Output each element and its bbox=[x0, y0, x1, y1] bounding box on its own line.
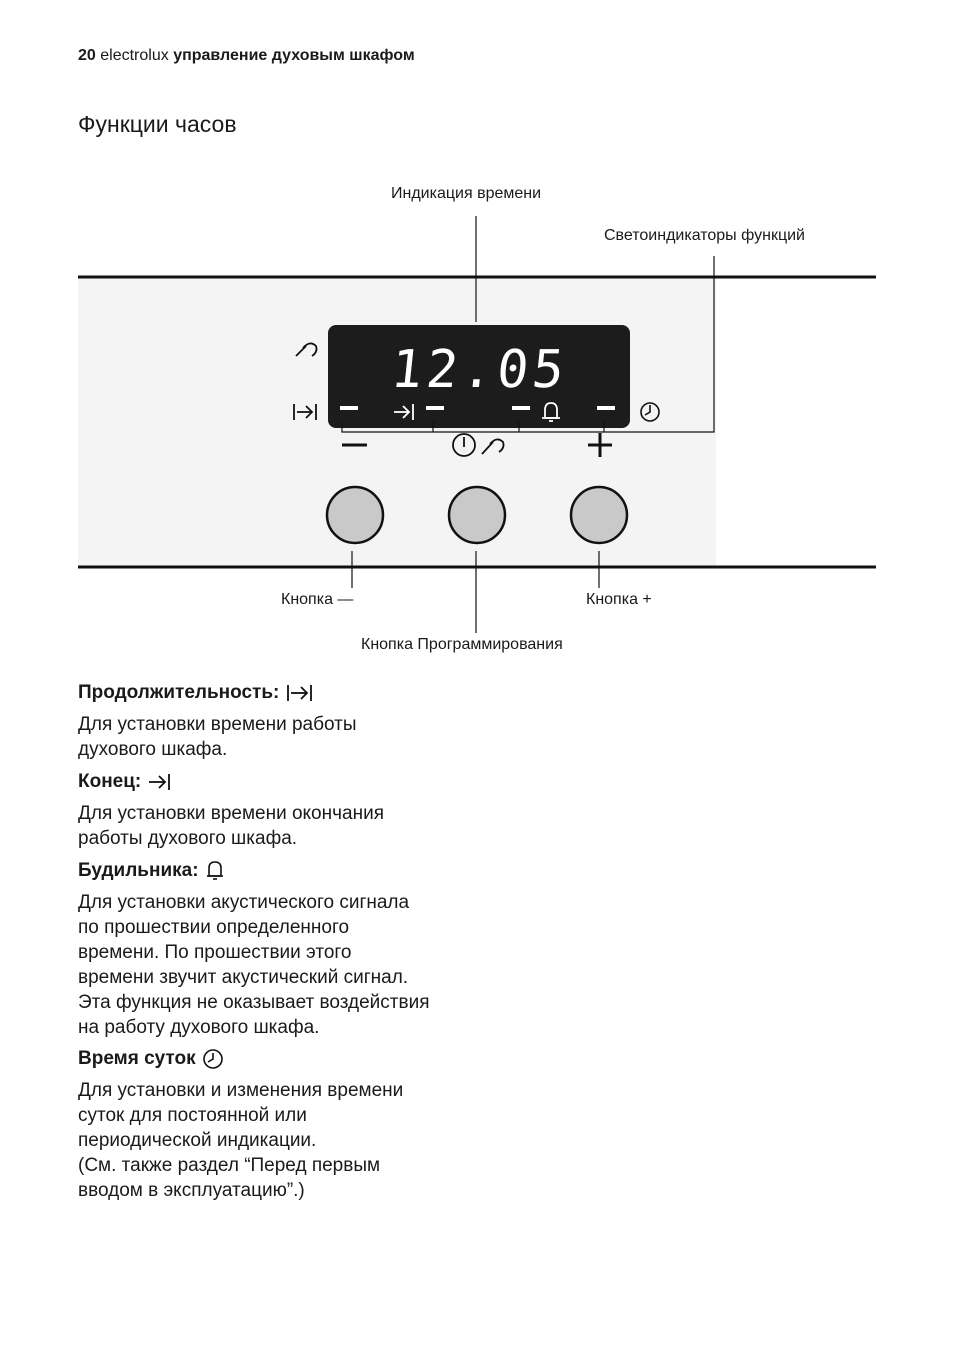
page-number: 20 bbox=[78, 47, 96, 64]
label-time-display: Индикация времени bbox=[391, 185, 542, 202]
clock-icon bbox=[202, 1048, 224, 1070]
function-description: Для установки времени работы духового шкафа. bbox=[78, 714, 357, 760]
function-title-text: Конец: bbox=[78, 771, 142, 792]
function-title bbox=[78, 682, 538, 704]
function-title bbox=[78, 771, 538, 793]
function-title-text: Продолжительность: bbox=[78, 682, 280, 703]
program-knob bbox=[449, 487, 505, 543]
label-minus-button: Кнопка — bbox=[281, 591, 354, 608]
label-program-button: Кнопка Программирования bbox=[361, 636, 563, 653]
label-function-indicators: Светоиндикаторы функций bbox=[604, 227, 805, 244]
label-plus-button: Кнопка + bbox=[586, 591, 652, 608]
function-time-of-day bbox=[78, 1048, 538, 1203]
function-description: Для установки акустического сигнала по прошествии определенного времени. По прошествии этого времени звучит акустический сигнал. Эта функция не оказывает воздействия на работу духового шкафа. bbox=[78, 892, 430, 1038]
function-duration bbox=[78, 682, 538, 762]
section-name: управление духовым шкафом bbox=[173, 47, 415, 64]
function-title-text: Время суток bbox=[78, 1048, 196, 1069]
function-alarm bbox=[78, 860, 538, 1040]
time-readout: 12.05 bbox=[388, 340, 571, 400]
bell-icon bbox=[205, 860, 225, 882]
end-time-icon bbox=[147, 772, 173, 792]
function-title bbox=[78, 1048, 538, 1070]
duration-icon bbox=[285, 683, 315, 703]
function-description: Для установки и изменения времени суток для постоянной или периодической индикации. (См. также раздел “Перед первым вводом в эксплуатацию”.) bbox=[78, 1080, 404, 1201]
plus-knob bbox=[571, 487, 627, 543]
function-end bbox=[78, 771, 538, 851]
function-title bbox=[78, 860, 538, 882]
minus-knob bbox=[327, 487, 383, 543]
page-title: Функции часов bbox=[78, 111, 237, 137]
function-description: Для установки времени окончания работы духового шкафа. bbox=[78, 803, 384, 849]
function-title-text: Будильника: bbox=[78, 860, 199, 881]
brand-name: electrolux bbox=[100, 47, 169, 64]
panel-background-right bbox=[716, 278, 876, 566]
